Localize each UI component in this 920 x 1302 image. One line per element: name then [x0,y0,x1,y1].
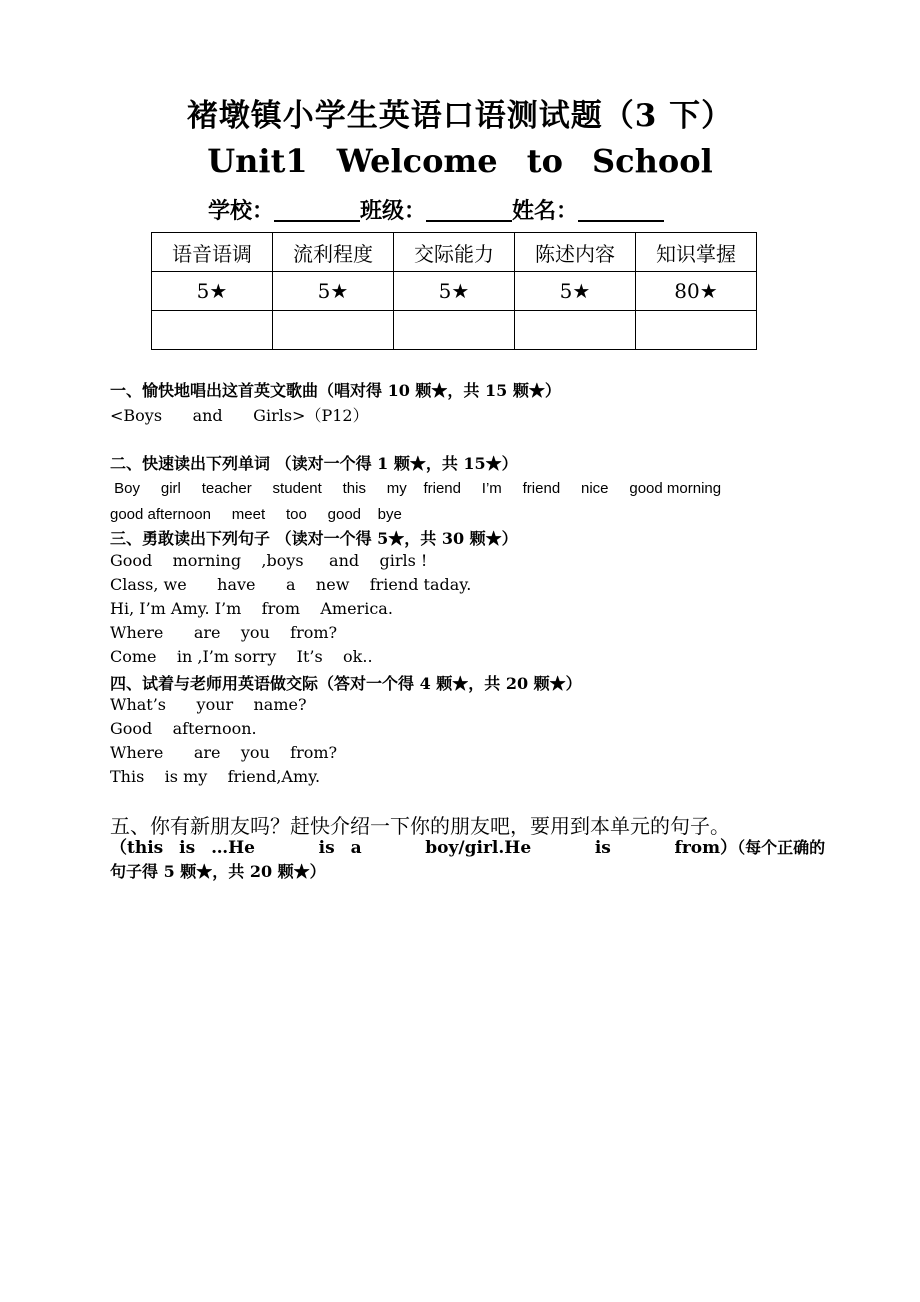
section4-heading: 四、试着与老师用英语做交际（答对一个得 4 颗★，共 20 颗★） [110,674,582,693]
section5-hint-chinese: （每个正确的句子得 5 颗★，共 20 颗★） [110,838,826,881]
score-entry-cell[interactable] [273,311,394,350]
school-blank[interactable] [274,200,360,222]
section5-hint [110,836,830,884]
score-header-cell: 语音语调 [152,233,273,272]
score-header-cell: 陈述内容 [515,233,636,272]
sentence: Where are you from? [110,623,338,642]
score-entry-cell[interactable] [394,311,515,350]
score-entry-cell[interactable] [636,311,757,350]
school-label: 学校： [208,198,275,224]
score-points-cell: 5★ [515,272,636,311]
section5-heading: 五、你有新朋友吗？赶快介绍一下你的朋友吧，要用到本单元的句子。 [110,814,730,838]
name-label: 姓名： [512,198,579,224]
student-info-line [208,194,664,225]
score-points-cell: 5★ [152,272,273,311]
section1-heading: 一、愉快地唱出这首英文歌曲（唱对得 10 颗★，共 15 颗★） [110,381,561,400]
dialogue-line: Where are you from? [110,743,338,762]
class-blank[interactable] [426,200,512,222]
exam-title-chinese: 褚墩镇小学生英语口语测试题（3 下） [186,98,734,134]
section3-heading: 三、勇敢读出下列句子 （读对一个得 5★，共 30 颗★） [110,529,518,548]
section5-hint-english: （this is …He is a boy/girl.He is from） [110,838,738,858]
sentence: Come in ,I’m sorry It’s ok.. [110,647,373,666]
score-points-row [152,272,757,311]
score-header-cell: 知识掌握 [636,233,757,272]
score-header-cell: 交际能力 [394,233,515,272]
sentence: Class, we have a new friend taday. [110,575,472,594]
score-entry-cell[interactable] [515,311,636,350]
song-title: <Boys and Girls>（P12） [110,406,369,425]
sentence: Good morning ,boys and girls ! [110,551,428,570]
score-table [151,232,757,350]
score-entry-cell[interactable] [152,311,273,350]
score-points-cell: 5★ [394,272,515,311]
unit-title: Unit1 Welcome to School [207,142,713,180]
word-list-line2: good afternoon meet too good bye [110,506,402,523]
score-header-row [152,233,757,272]
section2-heading: 二、快速读出下列单词 （读对一个得 1 颗★，共 15★） [110,454,518,473]
class-label: 班级： [360,198,427,224]
dialogue-line: This is my friend,Amy. [110,767,321,786]
dialogue-line: What’s your name? [110,695,307,714]
word-list-line1: Boy girl teacher student this my friend I’m friend nice good morning [110,480,722,497]
score-points-cell: 5★ [273,272,394,311]
sentence: Hi, I’m Amy. I’m from America. [110,599,393,618]
score-entry-row [152,311,757,350]
score-points-cell: 80★ [636,272,757,311]
name-blank[interactable] [578,200,664,222]
score-header-cell: 流利程度 [273,233,394,272]
dialogue-line: Good afternoon. [110,719,257,738]
